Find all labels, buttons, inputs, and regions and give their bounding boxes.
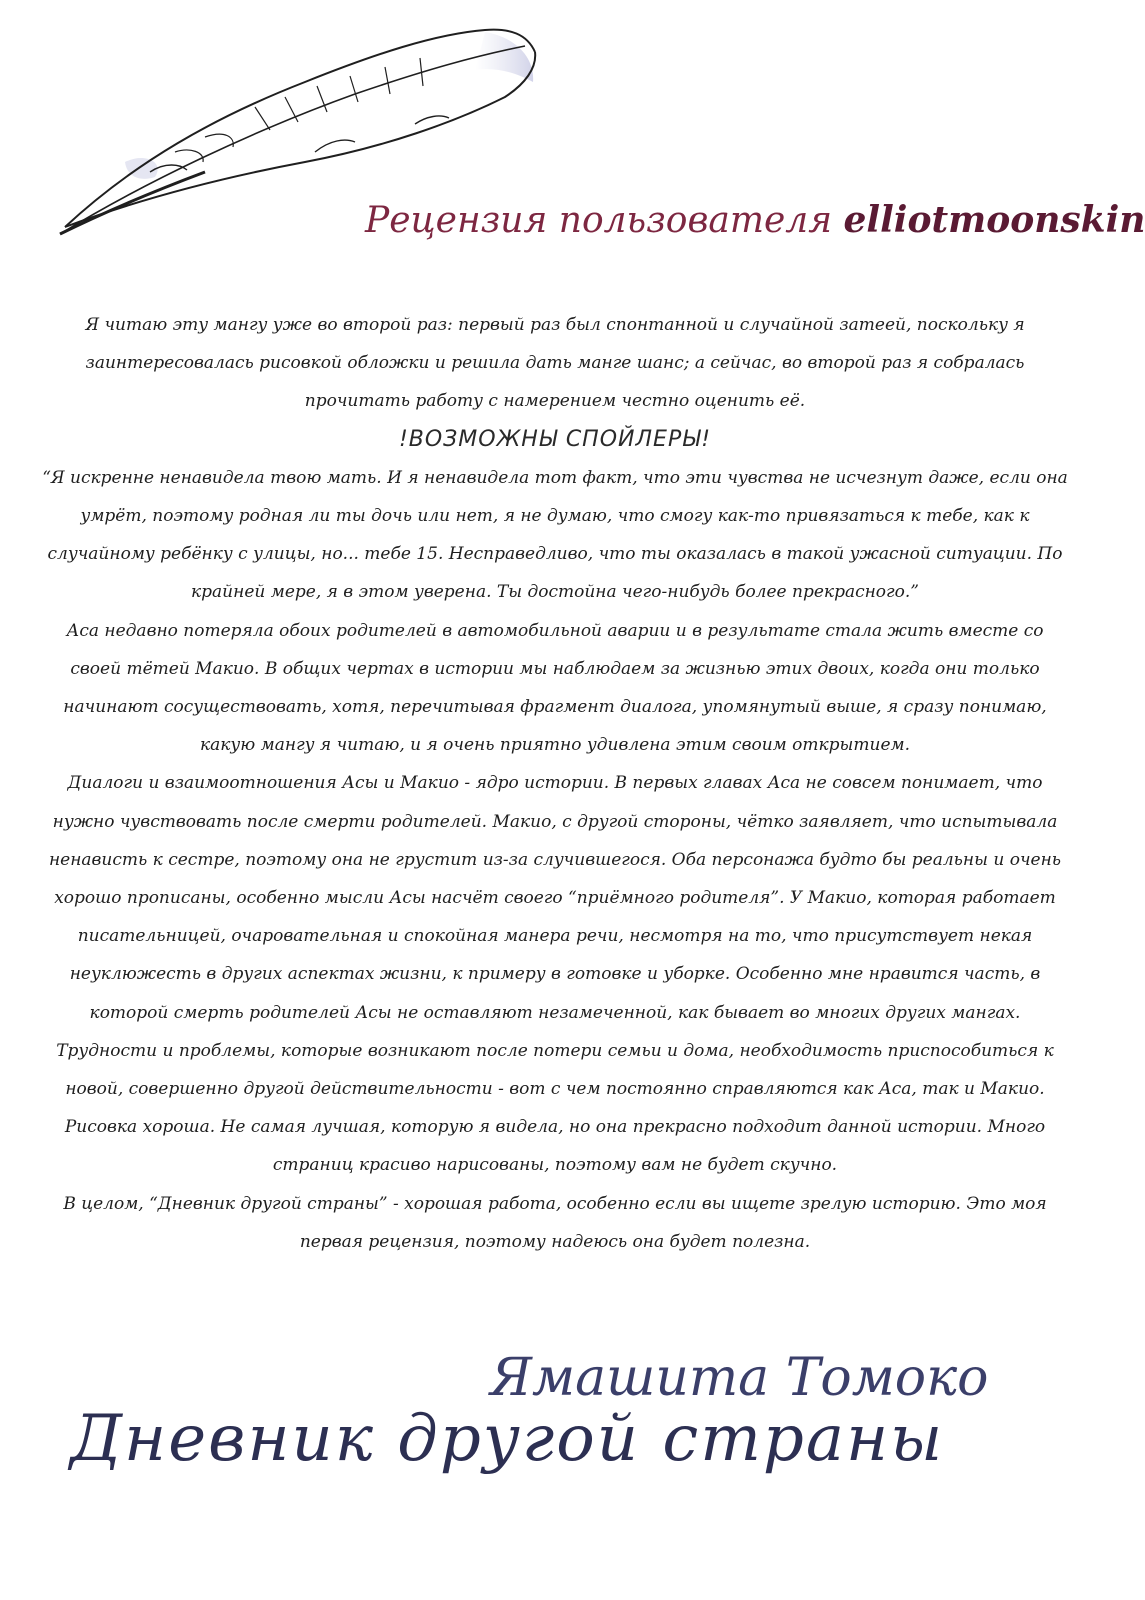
review-paragraph-characters: Диалоги и взаимоотношения Асы и Макио - ядро истории. В первых главах Аса не совсем понимает, что нужно чувствовать после смерти родителей. Макио, с другой стороны, чётко заявляет, что испытывала ненависть к сестре, поэтому она не грустит из-за случившегося. Оба персонажа будто бы реальны и очень хорошо прописаны, особенно мысли Асы насчёт своего “приёмного родителя”. У Макио, которая работает писательницей, очаровательная и спокойная манера речи, несмотря на то, что присутствует некая неуклюжесть в других аспектах жизни, к примеру в готовке и уборке. Особенно мне нравится часть, в которой смерть родителей Асы не оставляют незамеченной, как бывает во многих других мангах. Трудности и проблемы, которые возникают после потери семьи и дома, необходимость приспособиться к новой, совершенно другой действительности - вот с чем постоянно справляются как Аса, так и Макио. — [48, 773, 1062, 1100]
review-heading — [365, 182, 1145, 258]
review-body — [40, 306, 1070, 1261]
author-signature: Ямашита Томоко — [490, 1348, 989, 1408]
review-paragraph-conclusion: В целом, “Дневник другой страны” - хорошая работа, особенно если вы ищете зрелую историю. Это моя первая рецензия, поэтому надеюсь она будет полезна. — [63, 1193, 1047, 1252]
review-paragraph-intro: Я читаю эту мангу уже во второй раз: первый раз был спонтанной и случайной затеей, поскольку я заинтересовалась рисовкой обложки и решила дать манге шанс; а сейчас, во второй раз я собралась прочитать работу с намерением честно оценить её. — [85, 315, 1025, 412]
manga-title: Дневник другой страны — [70, 1402, 945, 1476]
spoiler-warning: !ВОЗМОЖНЫ СПОЙЛЕРЫ! — [398, 426, 712, 452]
review-paragraph-plot: Аса недавно потеряла обоих родителей в автомобильной аварии и в результате стала жить вместе со своей тётей Макио. В общих чертах в истории мы наблюдаем за жизнью этих двоих, когда они только начинают сосуществовать, хотя, перечитывая фрагмент диалога, упомянутый выше, я сразу понимаю, какую мангу я читаю, и я очень приятно удивлена этим своим открытием. — [63, 620, 1047, 756]
review-paragraph-art: Рисовка хороша. Не самая лучшая, которую я видела, но она прекрасно подходит данной истории. Много страниц красиво нарисованы, поэтому вам не будет скучно. — [64, 1117, 1046, 1176]
review-paragraph-quote: “Я искренне ненавидела твою мать. И я ненавидела тот факт, что эти чувства не исчезнут даже, если она умрёт, поэтому родная ли ты дочь или нет, я не думаю, что смогу как-то привязаться к тебе, как к случайному ребёнку с улицы, но... тебе 15. Несправедливо, что ты оказалась в такой ужасной ситуации. По крайней мере, я в этом уверена. Ты достойна чего-нибудь более прекрасного.” — [42, 467, 1068, 603]
review-username: elliotmoonskin — [843, 199, 1145, 241]
heading-prefix: Рецензия пользователя — [365, 200, 833, 241]
